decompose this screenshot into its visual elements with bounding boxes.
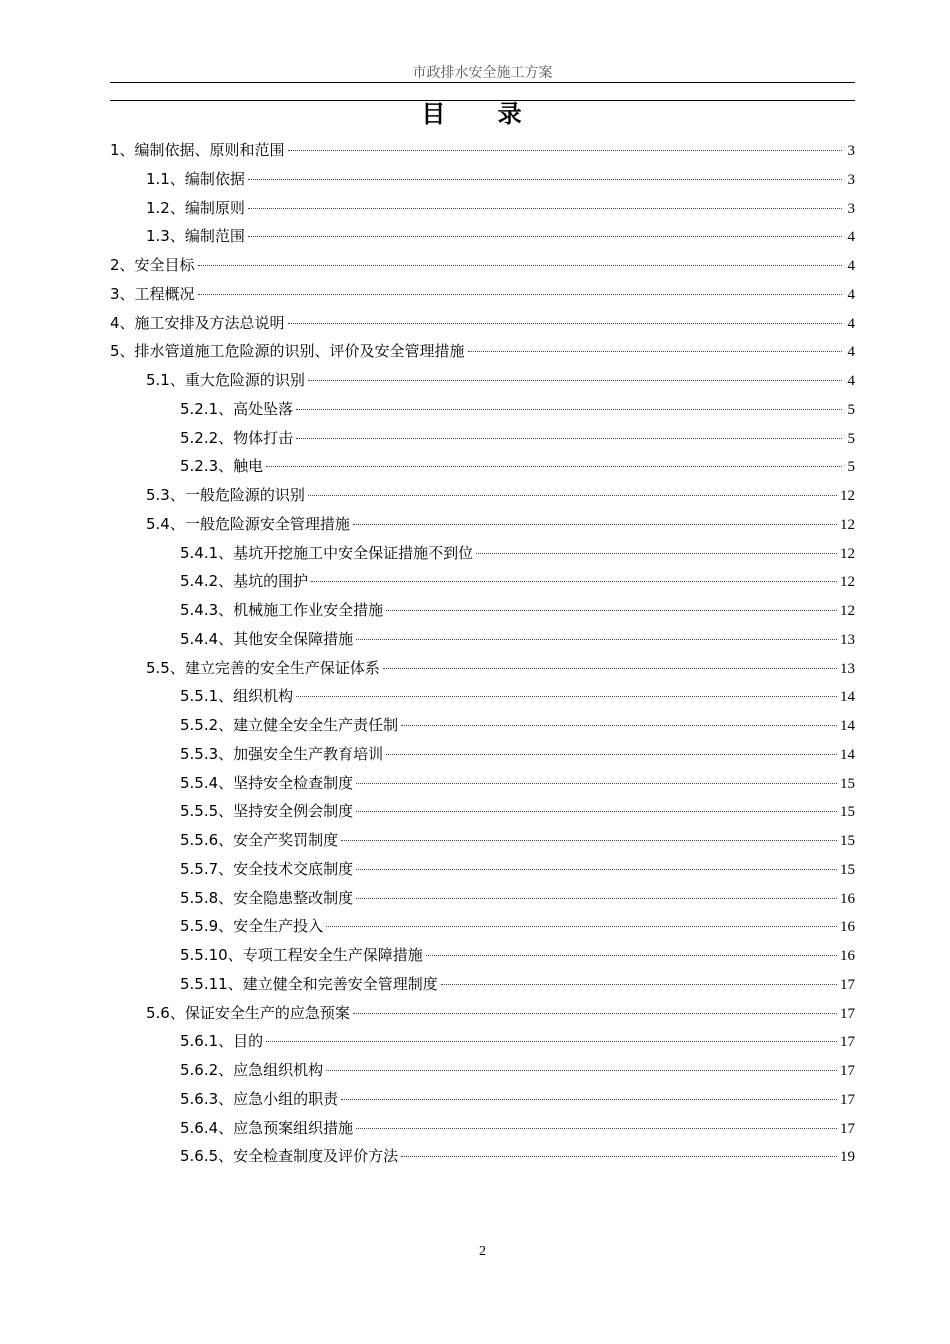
toc-entry-page-number: 3: [847, 143, 855, 159]
toc-entry[interactable]: [110, 970, 855, 999]
toc-entry-label: 5、排水管道施工危险源的识别、评价及安全管理措施: [110, 342, 465, 361]
toc-entry[interactable]: [110, 280, 855, 309]
toc-entry-label: 5.5.7、安全技术交底制度: [180, 859, 354, 878]
toc-entry[interactable]: [110, 567, 855, 596]
toc-entry-page-number: 16: [840, 890, 855, 907]
toc-dot-leader: [386, 610, 837, 611]
toc-dot-leader: [353, 1013, 837, 1014]
toc-entry-label: 5.3、一般危险源的识别: [146, 486, 305, 504]
toc-dot-leader: [356, 811, 837, 812]
toc-dot-leader: [386, 754, 837, 755]
toc-entry[interactable]: [110, 625, 855, 654]
toc-entry[interactable]: [110, 941, 855, 970]
toc-dot-leader: [383, 668, 837, 669]
toc-entry-label: 1.3、编制范围: [146, 227, 245, 246]
toc-entry[interactable]: [110, 1027, 855, 1056]
toc-entry-label: 1、编制依据、原则和范围: [110, 141, 285, 159]
toc-entry-label: 2、安全目标: [110, 256, 195, 274]
toc-entry[interactable]: [110, 682, 855, 711]
toc-entry-page-number: 4: [847, 373, 855, 389]
toc-dot-leader: [198, 265, 842, 266]
page-number: 2: [479, 1244, 486, 1259]
toc-entry-page-number: 14: [840, 718, 855, 734]
toc-entry-page-number: 12: [840, 603, 855, 619]
toc-dot-leader: [288, 323, 842, 324]
toc-dot-leader: [441, 984, 837, 985]
toc-entry-page-number: 5: [847, 430, 855, 447]
toc-entry-page-number: 17: [840, 1005, 855, 1022]
toc-dot-leader: [248, 236, 842, 237]
toc-dot-leader: [266, 466, 842, 467]
toc-dot-leader: [248, 179, 842, 180]
toc-entry[interactable]: [110, 999, 855, 1028]
toc-entry[interactable]: [110, 194, 855, 223]
toc-entry[interactable]: [110, 452, 855, 481]
toc-entry-page-number: 4: [847, 258, 855, 274]
toc-entry-label: 5.5.6、安全产奖罚制度: [180, 831, 339, 849]
toc-entry[interactable]: [110, 855, 855, 884]
toc-entry-label: 5.5.5、坚持安全例会制度: [180, 802, 354, 821]
toc-entry-page-number: 12: [840, 516, 855, 533]
toc-entry-label: 5.1、重大危险源的识别: [146, 371, 305, 389]
toc-entry[interactable]: [110, 654, 855, 683]
toc-dot-leader: [248, 208, 842, 209]
toc-dot-leader: [266, 1041, 837, 1042]
toc-entry-page-number: 16: [840, 919, 855, 936]
toc-entry[interactable]: [110, 797, 855, 826]
toc-entry-page-number: 3: [847, 171, 855, 188]
toc-entry-page-number: 19: [840, 1149, 855, 1166]
toc-entry[interactable]: [110, 222, 855, 251]
toc-entry-page-number: 14: [840, 689, 855, 706]
toc-entry-page-number: 15: [840, 833, 855, 849]
toc-list: [110, 136, 855, 1171]
toc-entry-page-number: 4: [847, 229, 855, 246]
toc-entry[interactable]: [110, 1056, 855, 1085]
toc-entry-page-number: 17: [840, 976, 855, 993]
toc-dot-leader: [356, 898, 837, 899]
toc-entry-label: 5.4.1、基坑开挖施工中安全保证措施不到位: [180, 543, 474, 562]
toc-entry[interactable]: [110, 337, 855, 366]
toc-entry[interactable]: [110, 136, 855, 165]
toc-dot-leader: [296, 409, 842, 410]
toc-entry-label: 5.6.1、目的: [180, 1032, 264, 1051]
toc-entry[interactable]: [110, 711, 855, 740]
toc-entry[interactable]: [110, 769, 855, 798]
toc-entry-label: 5.5.1、组织机构: [180, 687, 294, 706]
toc-entry[interactable]: [110, 884, 855, 913]
toc-entry-label: 5.5.3、加强安全生产教育培训: [180, 744, 384, 763]
toc-entry-page-number: 12: [840, 574, 855, 591]
toc-entry-label: 5.5.11、建立健全和完善安全管理制度: [180, 974, 438, 993]
toc-entry-label: 5.2.2、物体打击: [180, 428, 294, 447]
toc-entry-label: 5.4.4、其他安全保障措施: [180, 629, 354, 648]
toc-entry-label: 5.2.3、触电: [180, 457, 264, 476]
toc-entry[interactable]: [110, 251, 855, 280]
toc-dot-leader: [401, 1156, 837, 1157]
toc-entry-label: 5.6.4、应急预案组织措施: [180, 1118, 354, 1137]
toc-dot-leader: [308, 380, 842, 381]
toc-entry[interactable]: [110, 395, 855, 424]
toc-entry-page-number: 15: [840, 775, 855, 792]
toc-entry-label: 1.2、编制原则: [146, 198, 245, 217]
toc-dot-leader: [341, 1099, 837, 1100]
toc-dot-leader: [308, 495, 837, 496]
toc-dot-leader: [356, 783, 837, 784]
toc-dot-leader: [326, 926, 837, 927]
toc-entry-label: 5.4.2、基坑的围护: [180, 572, 309, 591]
toc-entry[interactable]: [110, 165, 855, 194]
toc-entry-page-number: 3: [847, 200, 855, 217]
toc-entry[interactable]: [110, 539, 855, 568]
toc-dot-leader: [353, 524, 837, 525]
toc-entry-label: 5.4.3、机械施工作业安全措施: [180, 601, 384, 619]
toc-dot-leader: [356, 639, 837, 640]
toc-entry-page-number: 17: [840, 1091, 855, 1108]
toc-entry[interactable]: [110, 596, 855, 625]
toc-dot-leader: [296, 696, 837, 697]
toc-dot-leader: [426, 955, 837, 956]
toc-entry[interactable]: [110, 1085, 855, 1114]
toc-entry-page-number: 5: [847, 401, 855, 418]
toc-entry-label: 5.2.1、高处坠落: [180, 399, 294, 418]
toc-entry-page-number: 12: [840, 488, 855, 504]
toc-entry-label: 4、施工安排及方法总说明: [110, 313, 285, 332]
toc-entry[interactable]: [110, 1114, 855, 1143]
toc-entry-page-number: 4: [847, 344, 855, 361]
toc-entry-label: 5.5.10、专项工程安全生产保障措施: [180, 946, 423, 964]
toc-entry[interactable]: [110, 424, 855, 453]
toc-dot-leader: [296, 438, 842, 439]
toc-entry-page-number: 17: [840, 1120, 855, 1137]
toc-dot-leader: [311, 581, 837, 582]
toc-entry-label: 3、工程概况: [110, 284, 195, 303]
toc-entry-page-number: 5: [847, 459, 855, 476]
toc-entry[interactable]: [110, 1142, 855, 1171]
toc-entry-page-number: 12: [840, 545, 855, 562]
toc-entry-label: 5.4、一般危险源安全管理措施: [146, 514, 350, 533]
toc-dot-leader: [326, 1070, 837, 1071]
toc-entry[interactable]: [110, 510, 855, 539]
toc-entry-page-number: 16: [840, 948, 855, 964]
toc-entry-label: 5.6.5、安全检查制度及评价方法: [180, 1147, 399, 1166]
toc-entry-label: 5.5.2、建立健全安全生产责任制: [180, 716, 399, 734]
toc-entry-page-number: 17: [840, 1034, 855, 1051]
running-header: 市政排水安全施工方案: [412, 65, 553, 81]
toc-dot-leader: [356, 1128, 837, 1129]
toc-dot-leader: [476, 553, 837, 554]
toc-entry-page-number: 14: [840, 746, 855, 763]
toc-entry-label: 1.1、编制依据: [146, 169, 245, 188]
toc-entry[interactable]: [110, 366, 855, 395]
toc-entry-page-number: 13: [840, 631, 855, 648]
toc-entry-page-number: 4: [847, 315, 855, 332]
toc-entry-label: 5.5.9、安全生产投入: [180, 917, 324, 936]
toc-entry-page-number: 4: [847, 286, 855, 303]
toc-entry[interactable]: [110, 912, 855, 941]
toc-entry[interactable]: [110, 309, 855, 338]
toc-entry-label: 5.6.2、应急组织机构: [180, 1061, 324, 1079]
toc-title: 目 录: [421, 100, 544, 128]
toc-entry[interactable]: [110, 740, 855, 769]
toc-entry-label: 5.6、保证安全生产的应急预案: [146, 1003, 350, 1022]
toc-dot-leader: [401, 725, 837, 726]
toc-entry-label: 5.5、建立完善的安全生产保证体系: [146, 658, 380, 677]
toc-entry-page-number: 13: [840, 660, 855, 677]
toc-dot-leader: [468, 351, 842, 352]
toc-dot-leader: [198, 294, 842, 295]
toc-entry-label: 5.5.4、坚持安全检查制度: [180, 773, 354, 792]
toc-dot-leader: [356, 869, 837, 870]
toc-entry[interactable]: [110, 481, 855, 510]
toc-entry-page-number: 15: [840, 861, 855, 878]
header-rule: [110, 82, 855, 83]
toc-entry-label: 5.6.3、应急小组的职责: [180, 1089, 339, 1108]
toc-entry-label: 5.5.8、安全隐患整改制度: [180, 888, 354, 907]
toc-entry[interactable]: [110, 826, 855, 855]
toc-entry-page-number: 17: [840, 1063, 855, 1079]
toc-dot-leader: [288, 150, 842, 151]
toc-entry-page-number: 15: [840, 804, 855, 821]
toc-dot-leader: [341, 840, 837, 841]
